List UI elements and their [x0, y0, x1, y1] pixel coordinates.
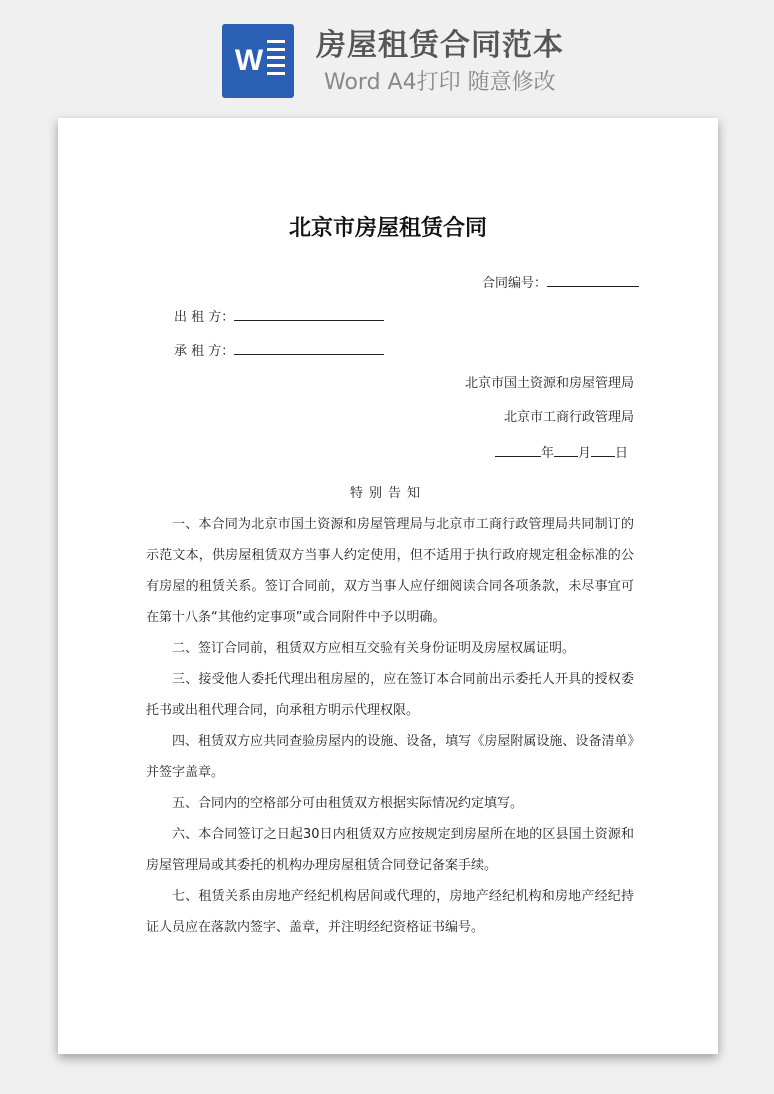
document-page: [58, 118, 718, 1054]
page-header: [0, 0, 774, 110]
lessor-row: [174, 306, 384, 328]
lessee-label: 承 租 方：: [174, 344, 235, 359]
header-title: 房屋租赁合同范本: [316, 28, 564, 63]
issuer-1: 北京市国土资源和房屋管理局: [464, 376, 634, 391]
date-day: 日: [614, 446, 628, 461]
header-subtitle: Word A4打印 随意修改: [324, 70, 556, 95]
issuer-2: 北京市工商行政管理局: [503, 410, 634, 425]
document-title: 北京市房屋租赁合同: [288, 216, 487, 241]
paragraph-1: 一、本合同为北京市国土资源和房屋管理局与北京市工商行政管理局共同制订的示范文本，供房屋租赁双方当事人约定使用，但不适用于执行政府规定租金标准的公有房屋的租赁关系。签订合同前，双方当事人应仔细阅读合同各项条款，未尽事宜可在第十八条“其他约定事项”或合同附件中予以明确。: [146, 517, 634, 625]
date-year: 年: [540, 446, 554, 461]
lessor-blank: [234, 306, 384, 321]
lessor-label: 出 租 方：: [174, 310, 235, 325]
paragraph-4: 四、租赁双方应共同查验房屋内的设施、设备，填写《房屋附属设施、设备清单》并签字盖章。: [146, 734, 634, 780]
contract-number-row: [482, 272, 639, 294]
word-icon-letter: W: [234, 44, 264, 77]
word-icon: [222, 24, 294, 98]
lessee-row: [174, 340, 384, 362]
paragraph-3: 三、接受他人委托代理出租房屋的，应在签订本合同前出示委托人开具的授权委托书或出租代理合同，向承租方明示代理权限。: [146, 672, 634, 718]
contract-number-label: 合同编号：: [482, 276, 548, 291]
paragraph-7: 七、租赁关系由房地产经纪机构居间或代理的，房地产经纪机构和房地产经纪持证人员应在落款内签字、盖章，并注明经纪资格证书编号。: [146, 889, 634, 935]
date-row: [495, 442, 628, 464]
paragraph-6: 六、本合同签订之日起30日内租赁双方应按规定到房屋所在地的区县国土资源和房屋管理局或其委托的机构办理房屋租赁合同登记备案手续。: [146, 827, 634, 873]
paragraph-2: 二、签订合同前，租赁双方应相互交验有关身份证明及房屋权属证明。: [172, 641, 576, 656]
notice-heading: 特别告知: [349, 486, 426, 501]
paragraph-5: 五、合同内的空格部分可由租赁双方根据实际情况约定填写。: [172, 796, 524, 811]
date-month: 月: [577, 446, 591, 461]
lessee-blank: [234, 340, 384, 355]
contract-number-blank: [547, 272, 639, 287]
